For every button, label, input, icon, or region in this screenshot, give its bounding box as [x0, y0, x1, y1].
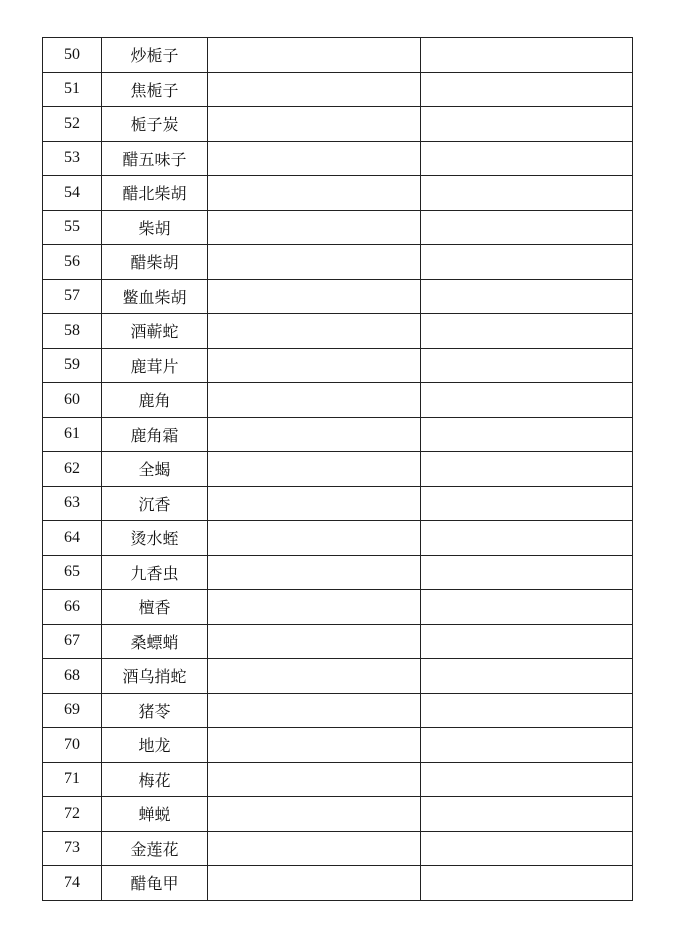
empty-cell [421, 245, 633, 280]
row-number-cell: 60 [43, 383, 102, 418]
row-number-cell: 56 [43, 245, 102, 280]
empty-cell [421, 107, 633, 142]
row-number-cell: 61 [43, 417, 102, 452]
row-number-cell: 62 [43, 452, 102, 487]
herb-table-body [43, 38, 633, 901]
empty-cell [421, 555, 633, 590]
empty-cell [421, 348, 633, 383]
empty-cell [421, 314, 633, 349]
herb-table [42, 37, 633, 901]
empty-cell [208, 279, 421, 314]
empty-cell [208, 866, 421, 901]
empty-cell [208, 555, 421, 590]
herb-name-cell: 醋北柴胡 [102, 176, 208, 211]
herb-name-cell: 栀子炭 [102, 107, 208, 142]
herb-name-cell: 鹿角霜 [102, 417, 208, 452]
empty-cell [208, 38, 421, 73]
herb-name-cell: 鹿茸片 [102, 348, 208, 383]
empty-cell [208, 383, 421, 418]
table-row [43, 314, 633, 349]
herb-name-cell: 烫水蛭 [102, 521, 208, 556]
empty-cell [208, 107, 421, 142]
empty-cell [421, 693, 633, 728]
row-number-cell: 73 [43, 831, 102, 866]
herb-name-cell: 地龙 [102, 728, 208, 763]
herb-name-cell: 酒蕲蛇 [102, 314, 208, 349]
table-row [43, 417, 633, 452]
empty-cell [208, 486, 421, 521]
herb-name-cell: 焦栀子 [102, 72, 208, 107]
herb-name-cell: 醋柴胡 [102, 245, 208, 280]
herb-name-cell: 沉香 [102, 486, 208, 521]
empty-cell [208, 693, 421, 728]
table-row [43, 176, 633, 211]
empty-cell [208, 590, 421, 625]
empty-cell [208, 831, 421, 866]
empty-cell [421, 659, 633, 694]
herb-name-cell: 蝉蜕 [102, 797, 208, 832]
row-number-cell: 72 [43, 797, 102, 832]
empty-cell [421, 866, 633, 901]
empty-cell [421, 797, 633, 832]
herb-name-cell: 九香虫 [102, 555, 208, 590]
row-number-cell: 64 [43, 521, 102, 556]
herb-name-cell: 鳖血柴胡 [102, 279, 208, 314]
empty-cell [208, 314, 421, 349]
row-number-cell: 74 [43, 866, 102, 901]
empty-cell [208, 797, 421, 832]
empty-cell [421, 279, 633, 314]
table-row [43, 590, 633, 625]
table-row [43, 728, 633, 763]
row-number-cell: 51 [43, 72, 102, 107]
table-row [43, 521, 633, 556]
herb-name-cell: 柴胡 [102, 210, 208, 245]
table-row [43, 141, 633, 176]
row-number-cell: 70 [43, 728, 102, 763]
row-number-cell: 69 [43, 693, 102, 728]
row-number-cell: 71 [43, 762, 102, 797]
empty-cell [208, 176, 421, 211]
table-row [43, 107, 633, 142]
empty-cell [208, 659, 421, 694]
table-row [43, 659, 633, 694]
row-number-cell: 63 [43, 486, 102, 521]
empty-cell [208, 521, 421, 556]
table-row [43, 624, 633, 659]
row-number-cell: 57 [43, 279, 102, 314]
row-number-cell: 65 [43, 555, 102, 590]
empty-cell [421, 624, 633, 659]
table-row [43, 797, 633, 832]
table-row [43, 383, 633, 418]
row-number-cell: 52 [43, 107, 102, 142]
row-number-cell: 54 [43, 176, 102, 211]
herb-name-cell: 酒乌捎蛇 [102, 659, 208, 694]
row-number-cell: 59 [43, 348, 102, 383]
empty-cell [208, 452, 421, 487]
empty-cell [208, 624, 421, 659]
empty-cell [421, 383, 633, 418]
empty-cell [421, 141, 633, 176]
empty-cell [208, 245, 421, 280]
empty-cell [421, 38, 633, 73]
empty-cell [421, 417, 633, 452]
herb-name-cell: 醋龟甲 [102, 866, 208, 901]
herb-name-cell: 桑螵蛸 [102, 624, 208, 659]
empty-cell [208, 141, 421, 176]
herb-name-cell: 醋五味子 [102, 141, 208, 176]
row-number-cell: 67 [43, 624, 102, 659]
herb-name-cell: 全蝎 [102, 452, 208, 487]
herb-name-cell: 檀香 [102, 590, 208, 625]
row-number-cell: 58 [43, 314, 102, 349]
empty-cell [208, 72, 421, 107]
row-number-cell: 53 [43, 141, 102, 176]
empty-cell [421, 728, 633, 763]
table-row [43, 762, 633, 797]
empty-cell [421, 210, 633, 245]
document-page [42, 37, 633, 901]
empty-cell [421, 452, 633, 487]
row-number-cell: 66 [43, 590, 102, 625]
table-row [43, 72, 633, 107]
herb-name-cell: 炒栀子 [102, 38, 208, 73]
empty-cell [208, 417, 421, 452]
herb-name-cell: 金莲花 [102, 831, 208, 866]
empty-cell [421, 521, 633, 556]
table-row [43, 452, 633, 487]
empty-cell [421, 831, 633, 866]
herb-name-cell: 梅花 [102, 762, 208, 797]
empty-cell [421, 762, 633, 797]
herb-name-cell: 鹿角 [102, 383, 208, 418]
table-row [43, 245, 633, 280]
table-row [43, 279, 633, 314]
empty-cell [421, 486, 633, 521]
empty-cell [421, 590, 633, 625]
empty-cell [208, 210, 421, 245]
table-row [43, 555, 633, 590]
herb-name-cell: 猪苓 [102, 693, 208, 728]
empty-cell [421, 72, 633, 107]
empty-cell [208, 348, 421, 383]
table-row [43, 486, 633, 521]
table-row [43, 348, 633, 383]
empty-cell [208, 762, 421, 797]
empty-cell [421, 176, 633, 211]
empty-cell [208, 728, 421, 763]
table-row [43, 210, 633, 245]
row-number-cell: 68 [43, 659, 102, 694]
table-row [43, 693, 633, 728]
row-number-cell: 55 [43, 210, 102, 245]
table-row [43, 866, 633, 901]
table-row [43, 38, 633, 73]
row-number-cell: 50 [43, 38, 102, 73]
table-row [43, 831, 633, 866]
